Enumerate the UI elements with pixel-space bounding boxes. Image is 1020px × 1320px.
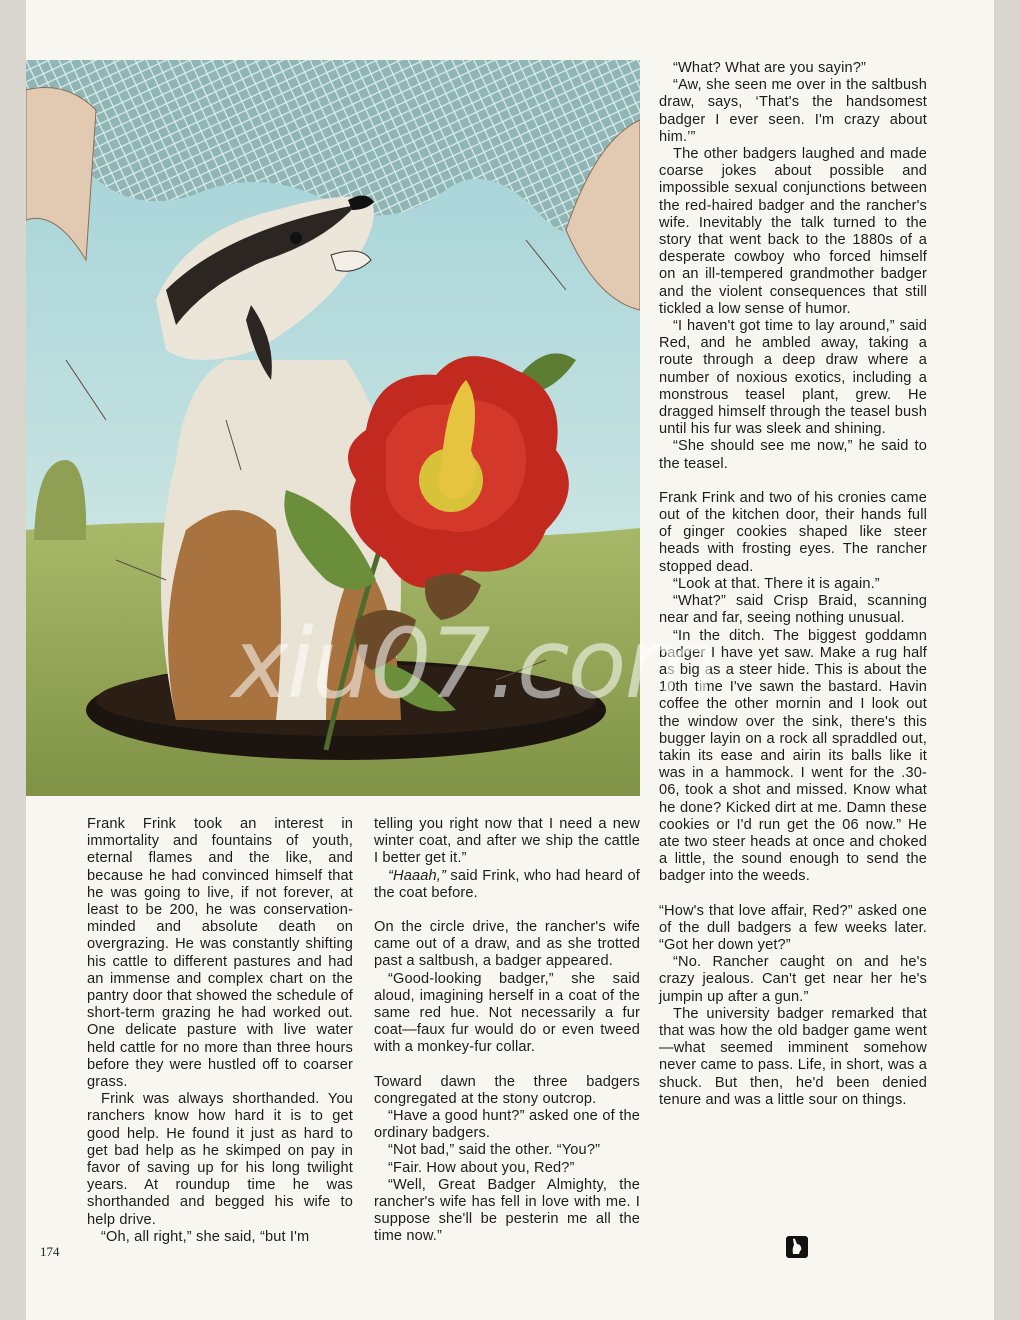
paragraph: “How's that love affair, Red?” asked one of the dull badgers a few weeks later. “Got her down yet?” (659, 902, 927, 953)
paragraph: “Oh, all right,” she said, “but I'm (101, 1228, 310, 1245)
paragraph: “Well, Great Badger Almighty, the rancher's wife has fell in love with me. I suppose she'll be pesterin me all the time now.” (374, 1176, 640, 1245)
paragraph: “What? What are you sayin?” (673, 60, 867, 76)
paragraph: “Aw, she seen me over in the saltbush draw, says, ‘That's the handsomest badger I ever seen. I'm crazy about him.’” (659, 77, 927, 145)
paragraph: “Good-looking badger,” she said aloud, imagining herself in a coat of the same red hue. Not necessarily a fur coat—faux fur would do or even tweed with a monkey-fur collar. (374, 970, 640, 1056)
paragraph: “No. Rancher caught on and he's crazy jealous. Can't get near her he's jumpin up after a gun.” (659, 954, 927, 1005)
watermark: xiu07.com (232, 608, 717, 720)
italic-text: “Haaah,” (388, 867, 446, 884)
rabbit-head-icon (786, 1236, 808, 1258)
text-column-1 (87, 816, 353, 1246)
paragraph: Frink was always shorthanded. You ranchers know how hard it is to get good help. He found it just as hard to get bad help as he skimped on pay in favor of saving up for his long twilight years. At roundup time he was shorthanded and begged his wife to help drive. (87, 1091, 353, 1228)
paragraph: “In the ditch. The biggest goddamn badger I have yet saw. Make a rug half as big as a steer hide. This is about the 10th time I've sawn the bastard. Havin coffee the other mornin and I look out the window over the sink, there's this bugger layin on a rock all spraddled out, takin its ease and airin its balls like it was in a hammock. I went for the .30-06, took a shot and missed. Know what he done? Kicked dirt at me. Damn these cookies or I'd run get the 06 now.” He ate two steer heads at once and choked a little, the sound enough to send the badger into the weeds. (659, 627, 927, 885)
paragraph: Frank Frink and two of his cronies came out of the kitchen door, their hands full of ginger cookies shaped like steer heads with frosting eyes. The rancher stopped dead. (659, 489, 927, 575)
page-number: 174 (40, 1244, 60, 1259)
paragraph: “Not bad,” said the other. “You?” (388, 1142, 601, 1159)
paragraph: The university badger remarked that that was how the old badger game went—what seemed imminent somehow never came to pass. Life, in short, was a shuck. But then, he'd been denied tenure and was a little sour on things. (659, 1005, 927, 1108)
paragraph-text: said Frink, who had heard of the coat before. (374, 867, 640, 901)
paragraph: “Look at that. There it is again.” (673, 575, 880, 592)
text-column-3 (659, 60, 927, 1109)
text-column-2 (374, 816, 640, 1246)
paragraph: On the circle drive, the rancher's wife came out of a draw, and as she trotted past a saltbush, a badger appeared. (374, 919, 640, 970)
paragraph: “What?” said Crisp Braid, scanning near and far, seeing nothing unusual. (659, 593, 927, 627)
paragraph: The other badgers laughed and made coarse jokes about possible and impossible sexual conjunctions between the red-haired badger and the rancher's wife. Inevitably the talk turned to the story that went back to the 1880s of a desperate cowboy who forced himself on an ill-tempered grandmother badger and the violent consequences that still tickled a low sense of humor. (659, 146, 927, 317)
paragraph: telling you right now that I need a new winter coat, and after we ship the cattle I better get it.” (374, 816, 640, 867)
paragraph: Toward dawn the three badgers congregated at the stony outcrop. (374, 1073, 640, 1107)
paragraph: “I haven't got time to lay around,” said Red, and he ambled away, taking a route through a deep draw where a number of noxious exotics, including a monstrous teasel plant, grew. He dragged himself through the teasel bush until his fur was sleek and shining. (659, 318, 927, 438)
paragraph: “She should see me now,” he said to the teasel. (659, 438, 927, 472)
paragraph: Frank Frink took an interest in immortality and fountains of youth, eternal flames and the like, and because he had convinced himself that he was going to live, if not forever, at least to be 200, he was conservation-minded and absolute death on overgrazing. He was constantly shifting his cattle to different pastures and had an immense and complex chart on the pantry door that showed the schedule of short-term grazing he had worked out. One delicate pasture with live water held cattle for no more than three hours before they were hustled off to coarser grass. (87, 816, 353, 1091)
paragraph: “Have a good hunt?” asked one of the ordinary badgers. (374, 1108, 640, 1142)
paragraph (374, 868, 640, 902)
paragraph: “Fair. How about you, Red?” (388, 1159, 575, 1176)
